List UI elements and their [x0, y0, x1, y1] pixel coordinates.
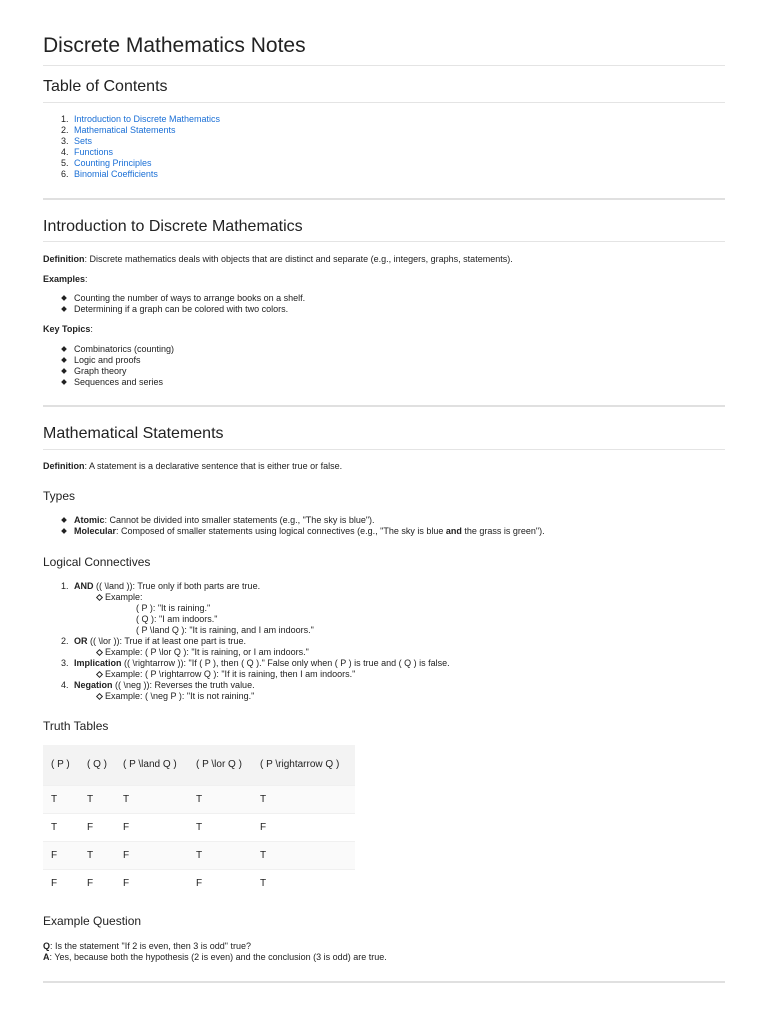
list-item-text: Sequences and series — [74, 377, 164, 387]
toc-number: 6. — [61, 169, 69, 179]
bullet-icon — [96, 649, 103, 656]
table-cell: T — [188, 814, 252, 842]
column-header: ( Q ) — [79, 745, 115, 786]
bullet-icon — [61, 528, 67, 534]
table-cell: T — [79, 786, 115, 814]
column-header: ( P \lor Q ) — [188, 745, 252, 786]
definition-label: Definition — [43, 254, 85, 264]
table-cell: F — [79, 870, 115, 898]
example-question-heading: Example Question — [43, 914, 142, 928]
sub-list-item — [74, 647, 725, 658]
type-label: Molecular — [74, 526, 117, 536]
list-item — [43, 304, 725, 315]
list-number: 4. — [61, 680, 69, 690]
key-topics-label: Key Topics — [43, 324, 91, 334]
list-item-text: Graph theory — [74, 366, 127, 376]
list-item — [43, 526, 725, 537]
example-line: ( P ): "It is raining." — [136, 603, 211, 613]
connective-label: Negation — [74, 680, 113, 690]
list-item-text: Combinatorics (counting) — [74, 344, 175, 354]
sub-list-item — [74, 592, 725, 603]
examples-label: Examples — [43, 274, 86, 284]
divider — [43, 102, 725, 103]
divider — [43, 65, 725, 66]
list-item — [43, 344, 725, 355]
colon: : — [85, 274, 88, 284]
table-header-row — [43, 745, 355, 786]
connective-text: (( \land )): True only if both parts are true. — [93, 581, 261, 591]
toc-item[interactable] — [43, 169, 725, 180]
type-text: : Cannot be divided into smaller statements (e.g., "The sky is blue"). — [104, 515, 375, 525]
question-label: Q — [43, 941, 51, 951]
bullet-icon — [61, 379, 67, 385]
toc-item[interactable] — [43, 158, 725, 169]
question-line — [43, 941, 725, 952]
answer-text: : Yes, because both the hypothesis (2 is even) and the conclusion (3 is odd) are true. — [49, 952, 387, 962]
type-text: : Composed of smaller statements using logical connectives (e.g., "The sky is blue — [116, 526, 446, 536]
list-item-text: Logic and proofs — [74, 355, 141, 365]
bold-and: and — [445, 526, 462, 536]
table-cell: T — [252, 842, 355, 870]
toc-link-sets[interactable]: Sets — [74, 136, 93, 146]
toc-link-functions[interactable]: Functions — [74, 147, 114, 157]
list-item-text: Counting the number of ways to arrange books on a shelf. — [74, 293, 306, 303]
toc-link-binomial[interactable]: Binomial Coefficients — [74, 169, 158, 179]
definition-label: Definition — [43, 461, 85, 471]
section-divider — [43, 405, 725, 407]
table-cell: T — [79, 842, 115, 870]
bullet-icon — [96, 594, 103, 601]
table-cell: T — [115, 786, 188, 814]
types-heading: Types — [43, 489, 76, 503]
toc-number: 2. — [61, 125, 69, 135]
definition-text: : Discrete mathematics deals with objects that are distinct and separate (e.g., integers, graphs, statements). — [84, 254, 513, 264]
toc-link-counting[interactable]: Counting Principles — [74, 158, 152, 168]
connective-text: (( \neg )): Reverses the truth value. — [112, 680, 255, 690]
connective-text: (( \rightarrow )): "If ( P ), then ( Q )." False only when ( P ) is true and ( Q ) is false. — [121, 658, 450, 668]
example-line: ( P \land Q ): "It is raining, and I am indoors." — [136, 625, 314, 635]
divider — [43, 449, 725, 450]
list-item-text: Determining if a graph can be colored with two colors. — [74, 304, 289, 314]
bullet-icon — [61, 295, 67, 301]
list-item — [43, 658, 725, 680]
list-item — [43, 366, 725, 377]
example-text: Example: ( P \lor Q ): "It is raining, or I am indoors." — [105, 647, 309, 657]
connectives-list — [43, 581, 725, 702]
column-header: ( P \rightarrow Q ) — [252, 745, 355, 786]
toc-heading: Table of Contents — [43, 78, 168, 95]
toc-link-statements[interactable]: Mathematical Statements — [74, 125, 176, 135]
table-cell: F — [188, 870, 252, 898]
toc-number: 1. — [61, 114, 69, 124]
question-text: : Is the statement "If 2 is even, then 3 is odd" true? — [50, 941, 252, 951]
bullet-icon — [96, 693, 103, 700]
example-text: Example: ( P \rightarrow Q ): "If it is raining, then I am indoors." — [105, 669, 356, 679]
toc-item[interactable] — [43, 136, 725, 147]
table-cell: T — [43, 814, 79, 842]
list-number: 1. — [61, 581, 69, 591]
table-cell: F — [43, 842, 79, 870]
example-label: Example: — [105, 592, 143, 602]
answer-label: A — [43, 952, 50, 962]
table-row — [43, 814, 355, 842]
connective-label: AND — [74, 581, 94, 591]
bullet-icon — [61, 306, 67, 312]
table-cell: F — [115, 842, 188, 870]
toc-number: 5. — [61, 158, 69, 168]
bullet-icon — [61, 368, 67, 374]
table-cell: F — [43, 870, 79, 898]
sub-list-item — [74, 691, 725, 702]
connective-label: OR — [74, 636, 88, 646]
toc-item[interactable] — [43, 147, 725, 158]
list-item — [43, 636, 725, 658]
sub-list-item — [74, 669, 725, 680]
table-cell: T — [188, 786, 252, 814]
intro-heading: Introduction to Discrete Mathematics — [43, 218, 303, 235]
column-header: ( P \land Q ) — [115, 745, 188, 786]
types-list — [43, 515, 725, 537]
list-number: 2. — [61, 636, 69, 646]
table-cell: F — [252, 814, 355, 842]
table-row — [43, 786, 355, 814]
connective-label: Implication — [74, 658, 122, 668]
type-label: Atomic — [74, 515, 105, 525]
truth-tables-heading: Truth Tables — [43, 719, 109, 733]
statements-definition — [43, 461, 725, 472]
toc-link-intro[interactable]: Introduction to Discrete Mathematics — [74, 114, 221, 124]
toc-list — [43, 114, 725, 180]
column-header: ( P ) — [43, 745, 79, 786]
table-row — [43, 870, 355, 898]
examples-list — [43, 293, 725, 315]
table-cell: F — [115, 814, 188, 842]
divider — [43, 241, 725, 242]
bullet-icon — [61, 517, 67, 523]
bullet-icon — [61, 346, 67, 352]
list-number: 3. — [61, 658, 69, 668]
bullet-icon — [96, 671, 103, 678]
toc-item[interactable] — [43, 114, 725, 125]
list-item — [43, 355, 725, 366]
type-text-end: the grass is green"). — [461, 526, 545, 536]
table-row — [43, 842, 355, 870]
toc-number: 3. — [61, 136, 69, 146]
bullet-icon — [61, 357, 67, 363]
section-divider — [43, 198, 725, 200]
table-cell: F — [79, 814, 115, 842]
list-item — [43, 377, 725, 388]
list-item — [43, 515, 725, 526]
table-cell: T — [188, 842, 252, 870]
key-topics-label-line — [43, 324, 725, 335]
intro-definition — [43, 254, 725, 265]
colon: : — [90, 324, 93, 334]
table-cell: T — [252, 870, 355, 898]
section-divider — [43, 981, 725, 983]
truth-table — [43, 745, 355, 897]
connectives-heading: Logical Connectives — [43, 555, 151, 569]
table-cell: F — [115, 870, 188, 898]
key-topics-list — [43, 344, 725, 388]
list-item — [43, 680, 725, 702]
connective-text: (( \lor )): True if at least one part is true. — [87, 636, 247, 646]
list-item — [43, 293, 725, 304]
toc-number: 4. — [61, 147, 69, 157]
examples-label-line — [43, 274, 725, 285]
example-line: ( Q ): "I am indoors." — [136, 614, 218, 624]
statements-heading: Mathematical Statements — [43, 425, 224, 442]
page-title: Discrete Mathematics Notes — [43, 34, 306, 57]
table-cell: T — [43, 786, 79, 814]
toc-item[interactable] — [43, 125, 725, 136]
answer-line — [43, 952, 725, 963]
list-item — [43, 581, 725, 636]
definition-text: : A statement is a declarative sentence that is either true or false. — [84, 461, 343, 471]
table-cell: T — [252, 786, 355, 814]
example-text: Example: ( \neg P ): "It is not raining." — [105, 691, 255, 701]
